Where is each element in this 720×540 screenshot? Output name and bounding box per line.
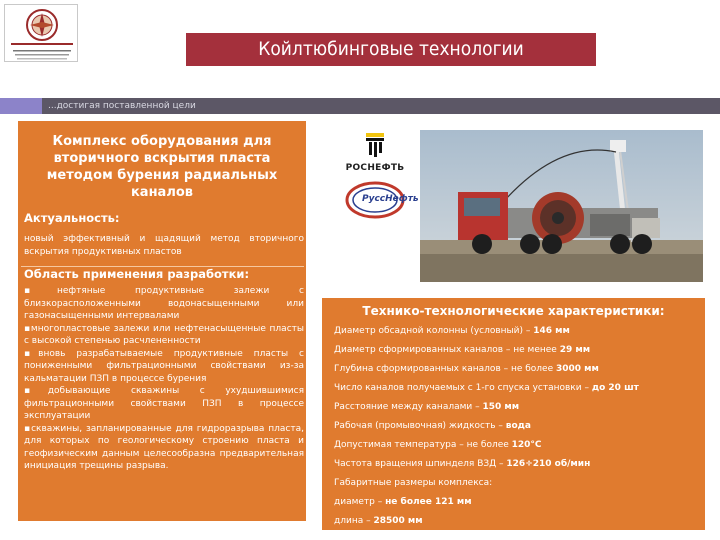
spec-value: не более 121 мм <box>385 497 472 507</box>
spec-value: 29 мм <box>559 345 591 355</box>
spec-value: до 20 шт <box>591 383 639 393</box>
institute-logo <box>4 4 78 62</box>
spec-value: вода <box>505 421 532 431</box>
equipment-panel <box>18 121 306 521</box>
spec-value: 146 мм <box>533 326 570 336</box>
list-item: ▪добывающие скважины с ухудшившимися фильтрационными свойствами ПЗП в процессе эксплуатации <box>24 386 304 421</box>
spec-value: 150 мм <box>482 402 520 412</box>
spec-row <box>334 497 704 507</box>
spec-row <box>334 402 704 412</box>
specs-title: Технико-технологические характеристики: <box>362 304 665 318</box>
spec-label: диаметр – <box>334 497 386 507</box>
list-item: ▪нефтяные продуктивные залежи с близкорасположенными водонасыщенными или газонасыщенными интервалами <box>24 286 304 321</box>
accent-strip <box>0 98 42 114</box>
coiled-tubing-truck-photo <box>420 130 703 282</box>
equipment-title: Комплекс оборудования для вторичного вскрытия пласта методом бурения радиальных каналов <box>46 134 278 200</box>
spec-label: Диаметр обсадной колонны (условный) – <box>334 326 534 336</box>
compass-logo-icon <box>5 5 79 63</box>
spec-row <box>334 421 704 431</box>
spec-value: 28500 мм <box>373 516 423 526</box>
application-list <box>24 285 304 473</box>
spec-value: 126÷210 об/мин <box>506 459 591 469</box>
spec-row <box>334 326 704 336</box>
spec-value: 120°С <box>511 440 542 450</box>
spec-value: 3000 мм <box>556 364 599 374</box>
subtitle-strip: ...достигая поставленной цели <box>42 98 720 114</box>
spec-row <box>334 459 704 469</box>
spec-label: Расстояние между каналами – <box>334 402 483 412</box>
spec-label: Габаритные размеры комплекса: <box>334 478 493 488</box>
spec-label: Рабочая (промывочная) жидкость – <box>334 421 506 431</box>
spec-label: Глубина сформированных каналов – не более <box>334 364 556 374</box>
list-item: ▪скважины, запланированные для гидроразрыва пласта, для которых по геологическому строению пласта и геофизическим данным целесообразна предварительная инициация трещины разрыва. <box>24 423 304 471</box>
spec-row <box>334 440 704 450</box>
relevance-text: новый эффективный и щадящий метод вторичного вскрытия продуктивных пластов <box>24 234 304 257</box>
list-item: ▪многопластовые залежи или нефтенасыщенные пласты с высокой степенью расчлененности <box>24 323 304 346</box>
list-item: ▪вновь разрабатываемые продуктивные пласты с пониженными фильтрационными свойствами из-за кальматации ПЗП в процессе бурения <box>24 348 304 384</box>
page-title: Койлтюбинговые технологии <box>186 33 596 66</box>
application-heading: Область применения разработки: <box>24 267 250 281</box>
spec-row <box>334 383 704 393</box>
specs-panel <box>322 298 705 530</box>
relevance-heading: Актуальность: <box>24 211 120 225</box>
spec-row <box>334 516 704 526</box>
spec-label: Диаметр сформированных каналов – не менее <box>334 345 560 355</box>
spec-row <box>334 478 704 488</box>
spec-row <box>334 364 704 374</box>
spec-label: Частота вращения шпинделя ВЗД – <box>334 459 507 469</box>
brand-rosneft: РОСНЕФТЬ <box>345 163 405 173</box>
spec-label: длина – <box>334 516 374 526</box>
spec-label: Число каналов получаемых с 1-го спуска установки – <box>334 383 592 393</box>
spec-label: Допустимая температура – не более <box>334 440 512 450</box>
spec-row <box>334 345 704 355</box>
brand-russneft: РуссНефть <box>362 194 419 204</box>
